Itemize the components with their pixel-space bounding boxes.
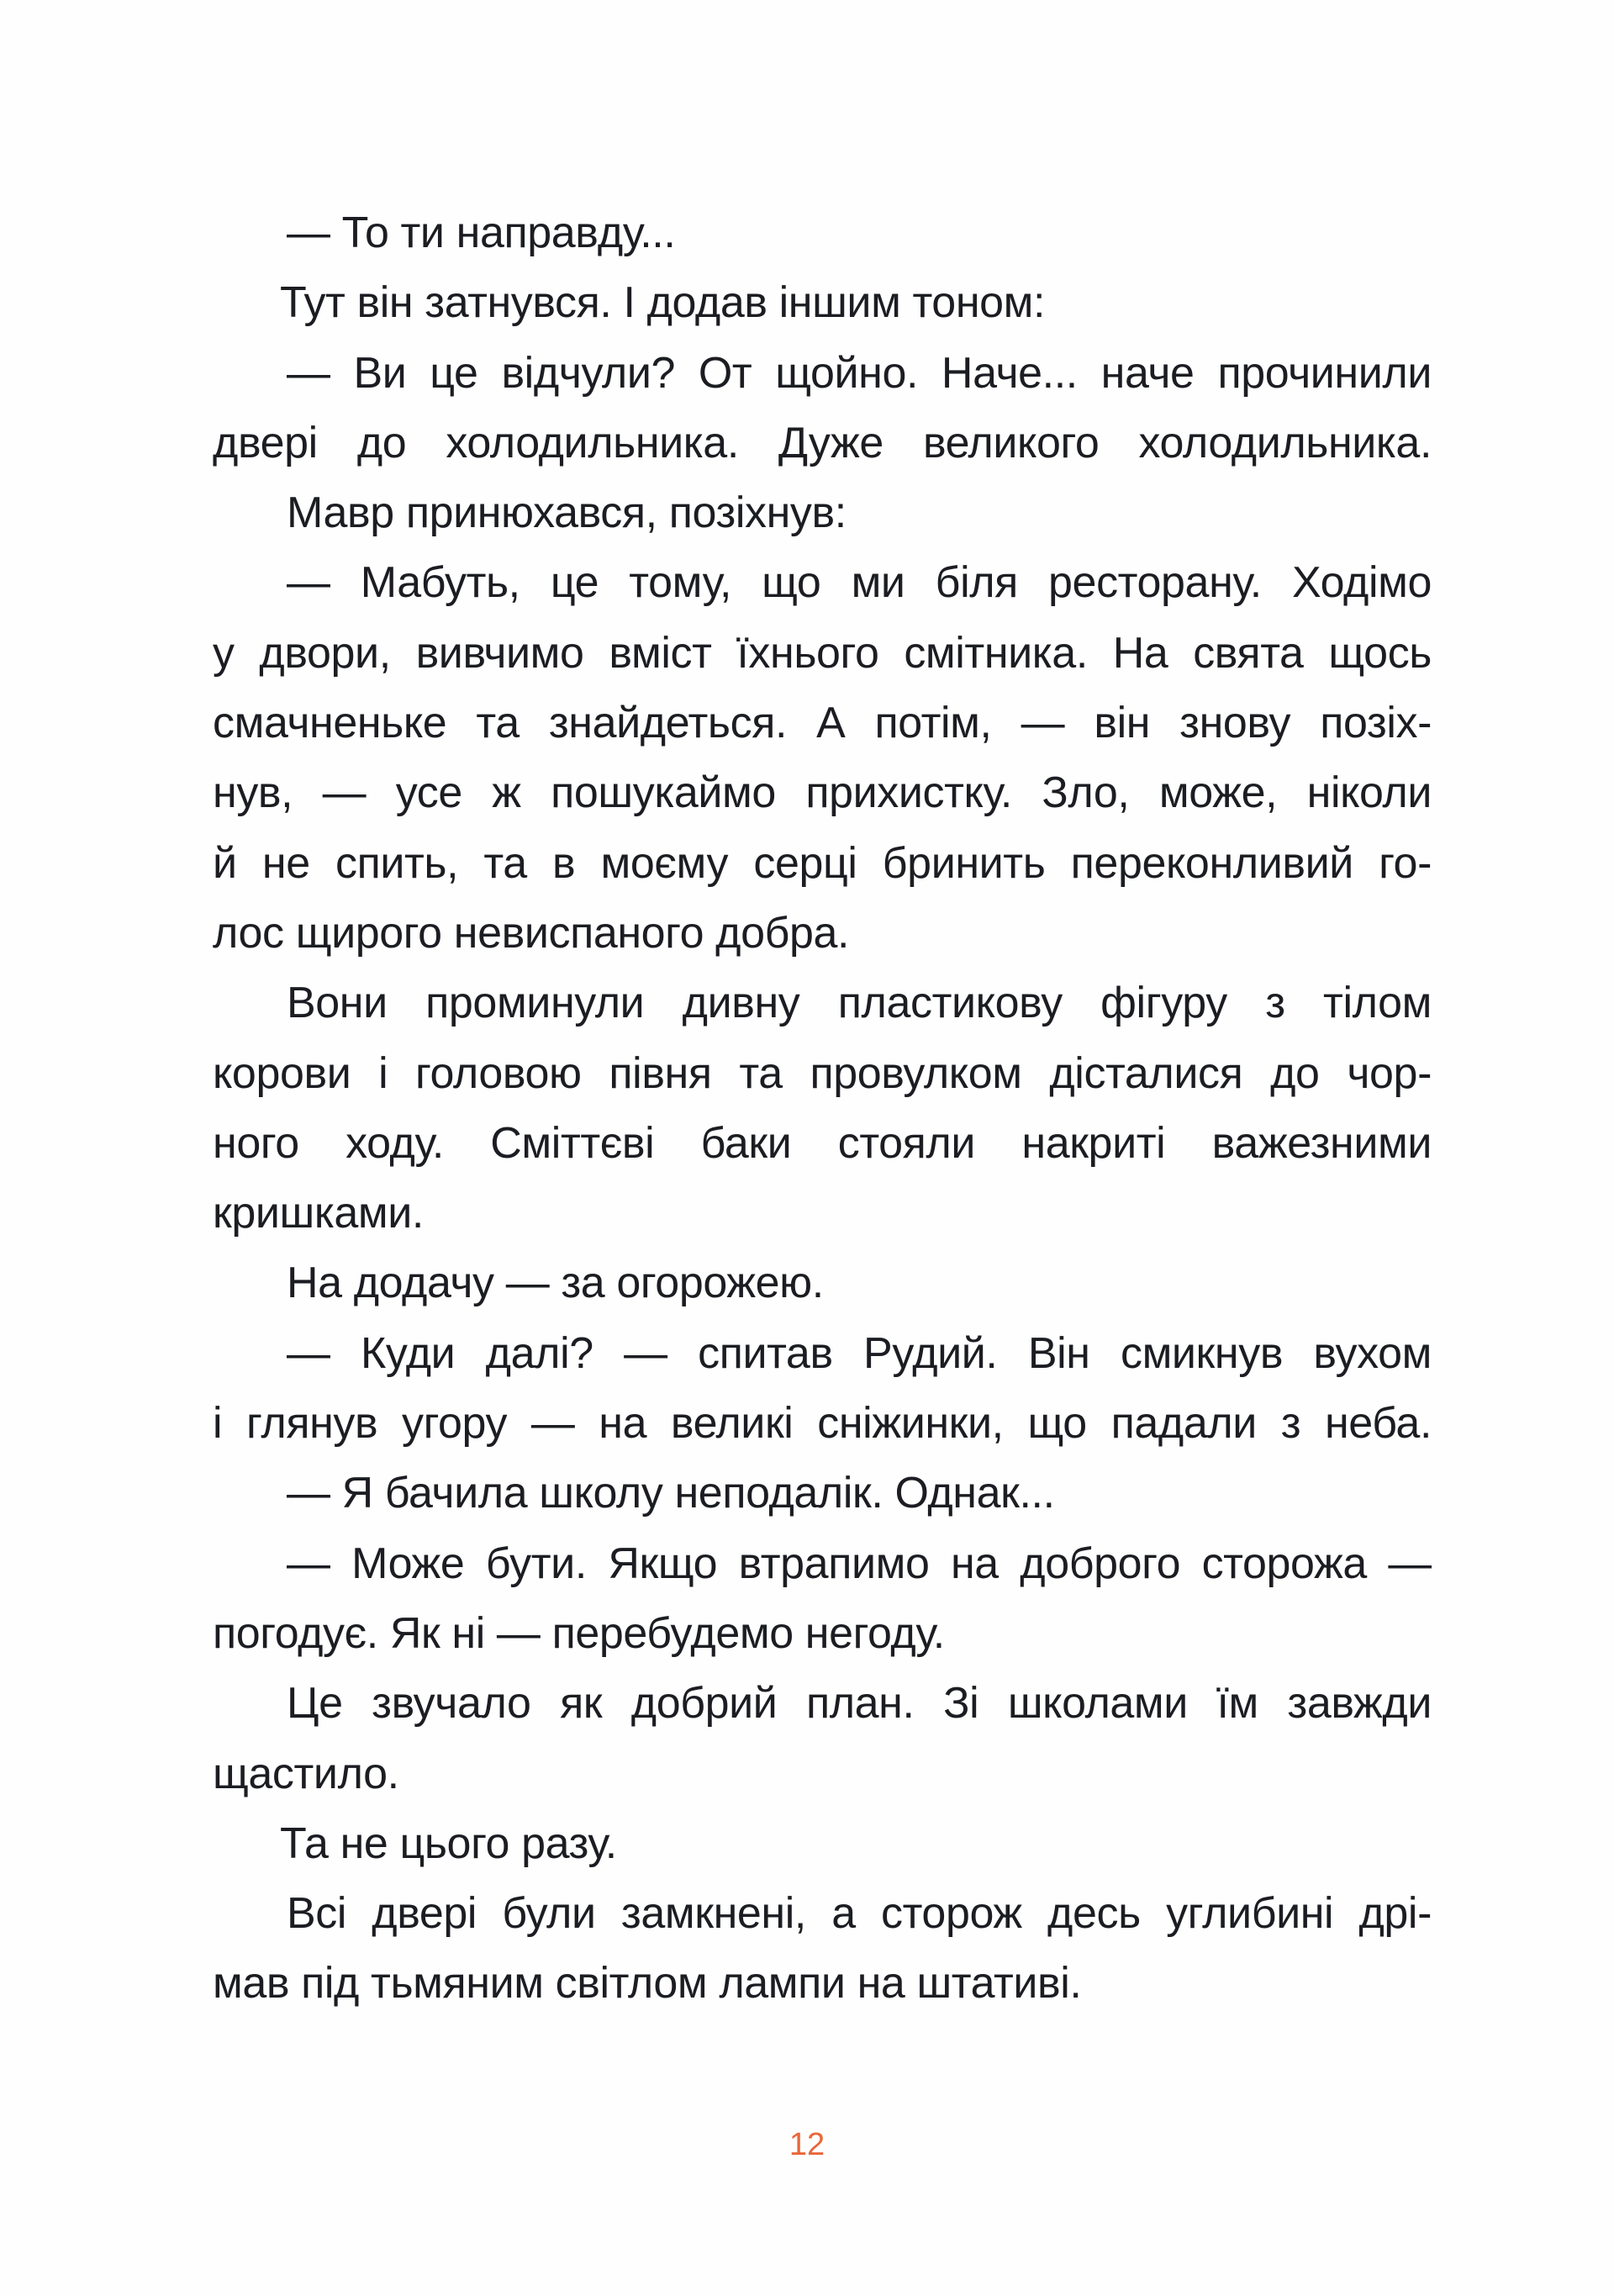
text-line: — Я бачила школу неподалік. Однак... — [287, 1469, 1055, 1518]
text-line: у двори, вивчимо вміст їхнього смітника. На свята щось — [213, 628, 1432, 678]
text-line: лос щирого невиспаного добра. — [213, 908, 850, 958]
text-line: Тут він затнувся. І додав іншим тоном: — [280, 278, 1046, 328]
text-line: На додачу — за огорожею. — [287, 1259, 824, 1308]
text-line: — Може бути. Якщо втрапимо на доброго сторожа — — [287, 1539, 1432, 1588]
body-text — [213, 198, 1432, 2019]
text-line: ного ходу. Сміттєві баки стояли накриті важезними — [213, 1118, 1432, 1168]
text-line: Це звучало як добрий план. Зі школами їм завжди — [287, 1679, 1432, 1729]
text-line: й не спить, та в моєму серці бринить переконливий го- — [213, 838, 1432, 888]
text-line: — То ти направду... — [287, 208, 676, 257]
text-line: мав під тьмяним світлом лампи на штативі. — [213, 1959, 1082, 2008]
text-line: погодує. Як ні — перебудемо негоду. — [213, 1608, 945, 1658]
text-line: Всі двері були замкнені, а сторож десь углибині дрі- — [287, 1889, 1432, 1939]
page-number: 12 — [789, 2127, 825, 2162]
text-line: двері до холодильника. Дуже великого холодильника. — [213, 418, 1432, 467]
text-line: корови і головою півня та провулком дісталися до чор- — [213, 1048, 1432, 1098]
text-line: Та не цього разу. — [280, 1818, 617, 1868]
text-line: Мавр принюхався, позіхнув: — [287, 488, 847, 538]
text-line: щастило. — [213, 1749, 399, 1798]
text-line: і глянув угору — на великі сніжинки, що падали з неба. — [213, 1399, 1432, 1449]
text-line: кришками. — [213, 1189, 424, 1238]
text-line: — Мабуть, це тому, що ми біля ресторану. Ходімо — [287, 558, 1432, 608]
text-line: Вони проминули дивну пластикову фігуру з тілом — [287, 979, 1432, 1028]
text-line: нув, — усе ж пошукаймо прихистку. Зло, може, ніколи — [213, 768, 1432, 818]
text-line: — Ви це відчули? От щойно. Наче... наче прочинили — [287, 348, 1432, 398]
text-line: смачненьке та знайдеться. А потім, — він знову позіх- — [213, 699, 1432, 748]
text-line: — Куди далі? — спитав Рудий. Він смикнув вухом — [287, 1328, 1432, 1378]
